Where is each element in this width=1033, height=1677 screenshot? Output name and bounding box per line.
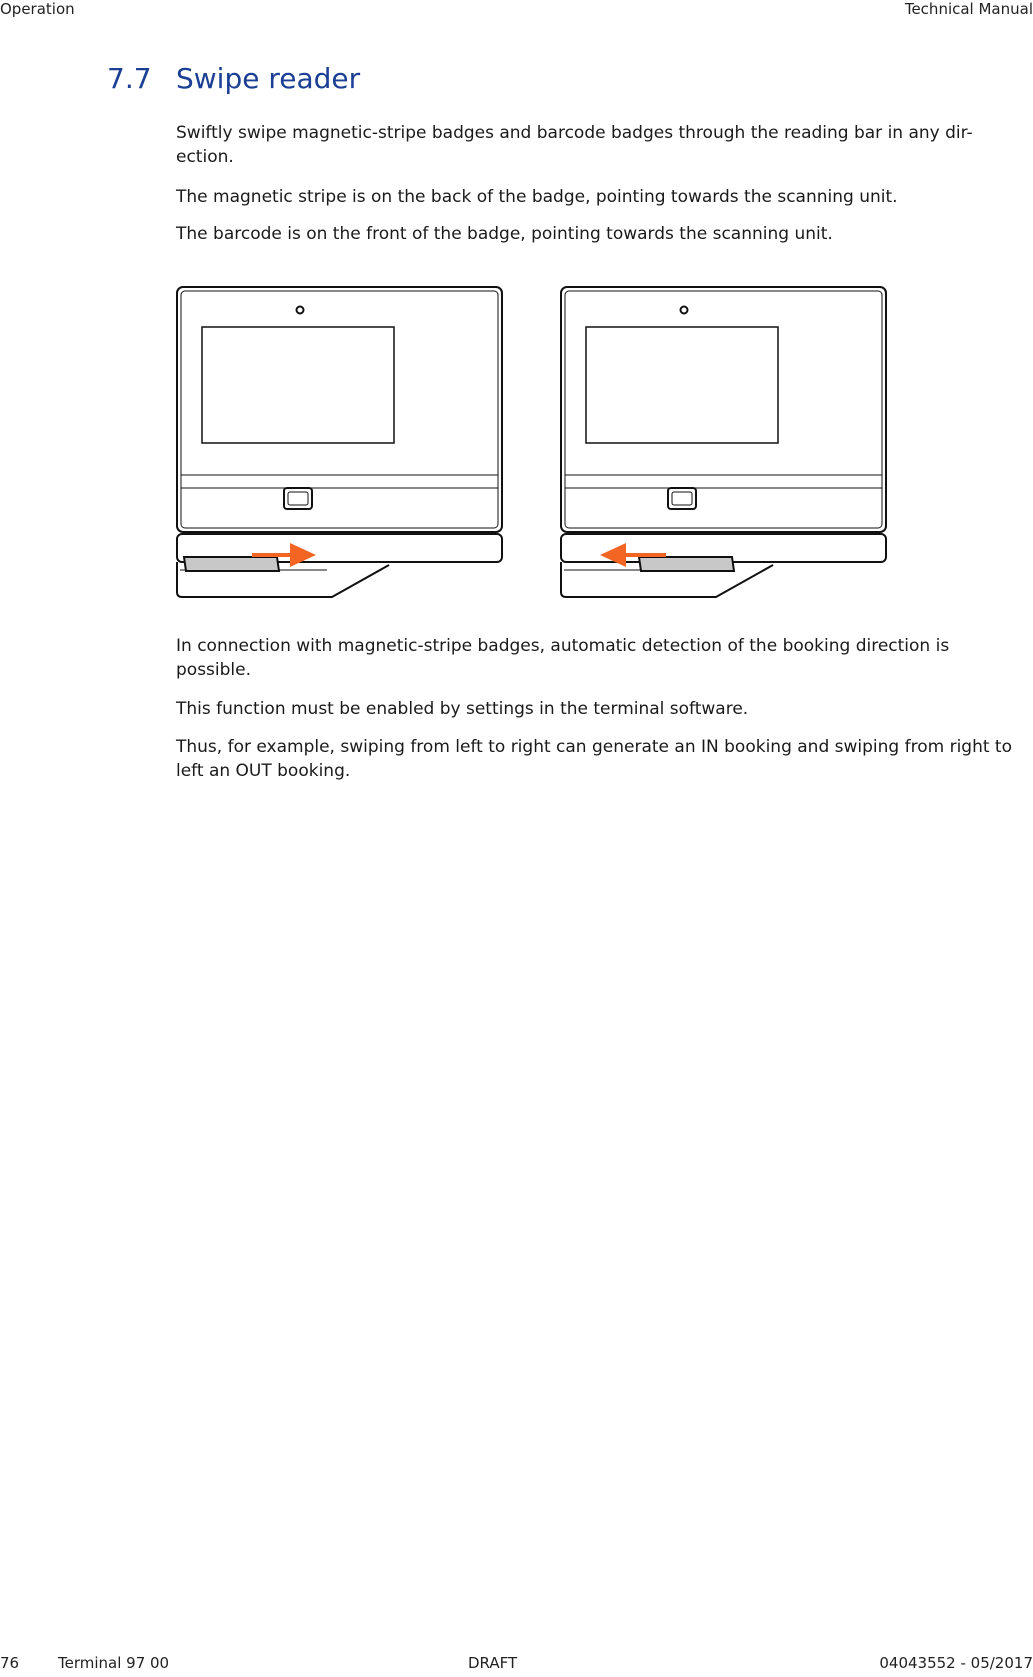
footer-page-number: 76 <box>0 1654 20 1672</box>
footer-document-number: 04043552 - 05/2017 <box>879 1654 1033 1672</box>
badge-card <box>639 557 734 571</box>
body-paragraph-auto-detection: In connection with magnetic-stripe badges, automatic detection of the booking direction is possible. <box>176 636 950 680</box>
section-number: 7.7 <box>107 62 152 95</box>
intro-paragraph-barcode: The barcode is on the front of the badge, pointing towards the scanning unit. <box>176 224 833 244</box>
intro-paragraph-swipe: Swiftly swipe magnetic-stripe badges and barcode badges through the reading bar in any dir-ection. <box>176 123 973 167</box>
section-title: Swipe reader <box>176 62 361 95</box>
swipe-reader-figure <box>172 280 892 600</box>
body-paragraph-enable-setting: This function must be enabled by settings in the terminal software. <box>176 699 749 719</box>
footer-document-name: Terminal 97 00 <box>58 1654 170 1672</box>
footer-draft-label: DRAFT <box>468 1654 518 1672</box>
body-paragraph-example: Thus, for example, swiping from left to right can generate an IN booking and swiping from right to left an OUT booking. <box>176 737 1012 781</box>
running-header-chapter: Operation <box>0 0 75 18</box>
terminal-swipe-left-to-right <box>177 287 502 597</box>
running-header-doc-title: Technical Manual <box>904 0 1033 18</box>
intro-paragraph-magnetic-stripe: The magnetic stripe is on the back of the badge, pointing towards the scanning unit. <box>176 187 898 207</box>
badge-card <box>184 557 279 571</box>
terminal-swipe-right-to-left <box>561 287 886 597</box>
